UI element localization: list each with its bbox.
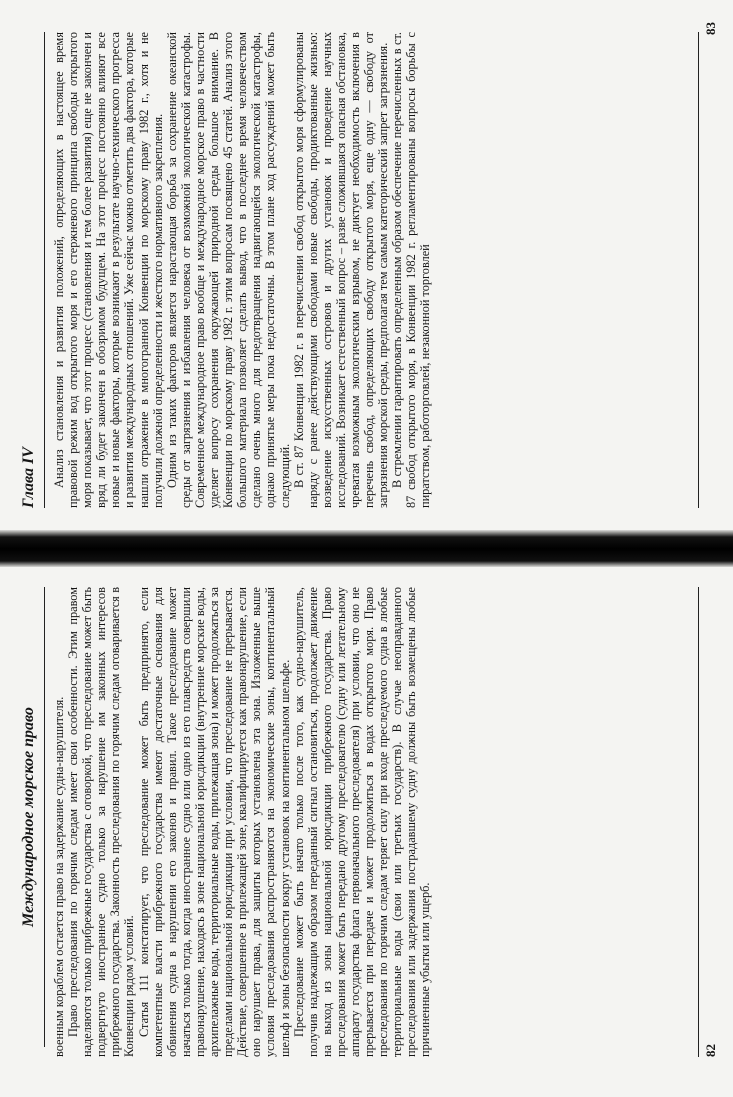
running-head-title: Международное морское право — [20, 707, 37, 927]
paragraph: Анализ становления и развития положений, определяющих в настоящее время правовой режим вод открытого моря и его стержневого принципа свободы открытого моря показывает, что этот процесс (становления и тем более развития) еще не закончен и вряд ли будет закончен в обозримом будущем. На этот процесс постоянно влияют все новые и новые факторы, которые возникают в результате научно-технического прогресса и развития международных отношений. Уже сейчас можно отметить два фактора, которые нашли отражение в многогранной Конвенции по морскому праву 1982 г., хотя и не получили должной определенности и жесткого нормативного закрепления. — [52, 32, 165, 508]
right-page — [0, 0, 733, 530]
paragraph: Статья 111 констатирует, что преследование может быть предпринято, если компетентные власти прибрежного государства имеют достаточные основания для обвинения судна в нарушении его законов и правил. Такое преследование может начаться только тогда, когда иностранное судно или одно из его плавсредств совершили правонарушение, находясь в зоне национальной юрисдикции (внутренние морские воды, архипелажные воды, территориальные воды, прилежащая зона) и может продолжаться за пределами национальной юрисдикции при условии, что преследование не прерывается. Действие, совершенное в прилежащей зоне, квалифицируется как правонарушение, если оно нарушает права, для защиты которых установлена эта зона. Изложенные выше условия преследования распространяются на экономические зоны, континентальный шельф и зоны безопасности вокруг установок на континентальном шельфе. — [136, 587, 292, 1057]
paragraph: Преследование может быть начато только после того, как судно-нарушитель, получив надлежащим образом переданный сигнал остановиться, продолжает движение на выход из зоны национальной юрисдикции прибрежного государства. Право преследования может быть передано другому преследователю (судну или летательному аппарату государства флага первоначального преследователя) при условии, что оно не прерывается при передаче и может продолжиться в водах открытого моря. Право преследования по горячим следам теряет силу при входе преследуемого судна в любые территориальные воды (свои или третьих государств). В случае неоправданного преследования или задержания пострадавшему судну должны быть возмещены любые причиненные убытки или ущерб. — [291, 587, 433, 1057]
body-text — [52, 587, 433, 1057]
paragraph: В стремлении гарантировать определенным образом обеспечение перечисленных в ст. 87 свобод открытого моря, в Конвенции 1982 г. регламентированы вопросы борьбы с пиратством, работорговлей, незаконной торговлей — [390, 32, 433, 508]
running-head — [16, 32, 45, 508]
book-spine — [0, 530, 733, 567]
left-page — [0, 567, 733, 1097]
footer-rule — [698, 587, 699, 1057]
body-text — [52, 32, 433, 508]
running-head — [16, 587, 45, 1047]
paragraph: Одним из таких факторов является нарастающая борьба за сохранение океанской среды от загрязнения и избавления человека от возможной экологической катастрофы. Современное международное право вообще и международное морское право в частности уделяет вопросу сохранения окружающей природной среды большое внимание. В Конвенции по морскому праву 1982 г. этим вопросам посвящено 45 статей. Анализ этого большого материала позволяет сделать вывод, что в последнее время человечеством сделано очень много для предотвращения надвигающейся экологической катастрофы, однако принятые меры пока недостаточны. В этом плане ход рассуждений может быть следующий. — [164, 32, 292, 508]
page-number: 83 — [703, 22, 718, 35]
paragraph: военным кораблем остается право на задержание судна-нарушителя. — [52, 696, 66, 1057]
running-head-title: Глава IV — [20, 447, 37, 508]
paragraph: В ст. 87 Конвенции 1982 г. в перечислении свобод открытого моря сформулированы наряду с ранее действующими свободами новые свободы, продиктованные жизнью: возведение искусственных островов и других установок и проведение научных исследований. Возникает естественный вопрос – разве сложившаяся опасная обстановка, чреватая возможным экологическим взрывом, не диктует необходимость включения в перечень свобод, определяющих свободу открытого моря, еще одну — свободу от загрязнения морской среды, предполагая тем самым категорический запрет загрязнения. — [291, 32, 391, 508]
page-number: 82 — [703, 1044, 718, 1057]
footer-rule — [698, 32, 699, 508]
paragraph: Право преследования по горячим следам имеет свои особенности. Этим правом наделяются только прибрежные государства с оговоркой, что преследование может быть подвергнуто иностранное судно только за нарушение им законных интересов прибрежного государства. Законность преследования по горячим следам оговаривается в Конвенции рядом условий. — [66, 587, 137, 1057]
